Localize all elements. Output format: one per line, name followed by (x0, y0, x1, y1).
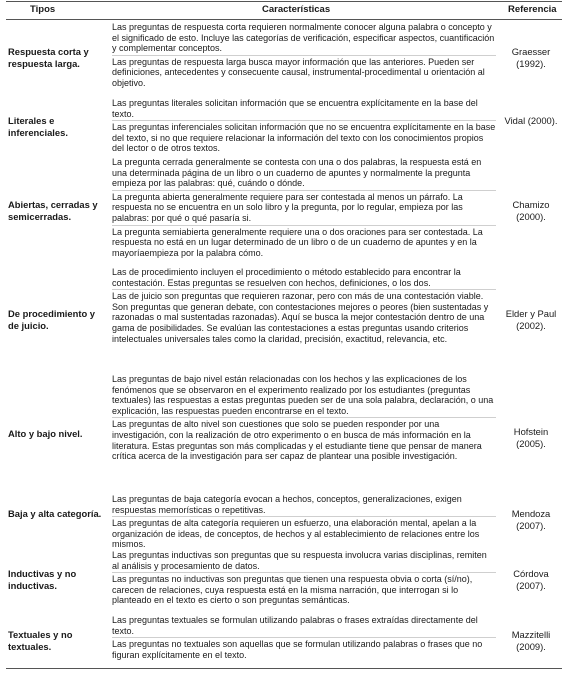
characteristic-text: Las preguntas de respuesta larga busca mayor información que las anteriores. Pueden ser definiciones, antecedentes y consecuente causal, instrumental-procedimental u orientación al objetivo. (112, 55, 496, 89)
header-rule (6, 19, 562, 20)
characteristic-text: Las preguntas de alta categoría requieren un esfuerzo, una elaboración mental, apelan a la organización de ideas, de conceptos, de hechos y al establecimiento de relaciones entre los mismos. (112, 516, 496, 550)
row-reference: Vidal (2000). (504, 115, 558, 126)
characteristic-text: Las de procedimiento incluyen el procedimiento o método establecido para encontrar la contestación. Estas preguntas se resuelven con hechos, definiciones, o los dos. (112, 267, 461, 288)
row-characteristics (112, 550, 496, 607)
characteristic-text: Las preguntas inferenciales solicitan información que no se encuentra explícitamente en la base del texto, si no que requiere relacionar la información del texto con los conocimientos propios del lector o de otros textos. (112, 122, 496, 154)
characteristic-text: Las preguntas no textuales son aquellas que se formulan utilizando palabras o frases que no figuran explícitamente en el texto. (112, 637, 496, 660)
header-tipos: Tipos (30, 4, 56, 15)
row-type: De procedimiento y de juicio. (8, 308, 95, 331)
characteristic-text: Las preguntas de respuesta corta requieren normalmente conocer alguna palabra o concepto y el significado de esto. Incluye las categorías de verificación, especificar aspectos, cuantificación y complementar conceptos. (112, 22, 495, 54)
row-type: Alto y bajo nivel. (8, 428, 83, 439)
header-referencia: Referencia (508, 4, 557, 15)
characteristic-text: La pregunta semiabierta generalmente requiere una o dos oraciones para ser contestada. La respuesta no está en un lugar determinado de un libro o de un cuaderno de apuntes y en la mayoríaempieza por la palabra cómo. (112, 225, 496, 259)
characteristic-text: Las de juicio son preguntas que requieren razonar, pero con más de una contestación viable. Son preguntas que generan debate, con contestaciones mejores o peores (bien sustentadas y razonadas o mal sustentadas razonadas). Aquí se busca la mejor contestación dentro de una gama de posibilidades. Se evalúan las contestaciones a estas preguntas usando criterios intelectuales universales tales como la claridad, precisión, exactitud, relevancia, etc. (112, 289, 496, 344)
characteristic-text: Las preguntas de alto nivel son cuestiones que solo se pueden responder por una investigación, con la realización de otro experimento o en busca de más información en la literatura. Estas preguntas son más complicadas y el estudiante tiene que pensar de manera crítica acerca de la investigación para ser capaz de plantear una posible investigación. (112, 417, 496, 461)
characteristic-text: La pregunta abierta generalmente requiere para ser contestada al menos un párrafo. La respuesta no se encuentra en un solo libro y la pregunta, por lo regular, empieza por las palabras: por qué o qué pasaría si. (112, 190, 496, 224)
characteristic-text: Las preguntas no inductivas son preguntas que tienen una respuesta obvia o corta (sí/no), carecen de relaciones, cuya respuesta está en la misma narración, que interrogan si lo planteado en el texto es cierto o son preguntas semánticas. (112, 572, 496, 606)
characteristic-text: Las preguntas de bajo nivel están relacionadas con los hechos y las explicaciones de los fenómenos que se observaron en el experimento realizado por los estudiantes (preguntas textuales) las respuestas a estas preguntas pueden ser de una sola palabra, declaración, o una explicación, las respuestas pueden encontrarse en el texto. (112, 374, 494, 416)
row-type: Respuesta corta y respuesta larga. (8, 46, 89, 69)
row-reference: Hofstein (2005). (513, 426, 549, 449)
row-characteristics (112, 157, 496, 259)
row-type: Baja y alta categoría. (8, 508, 102, 519)
characteristic-text: Las preguntas textuales se formulan utilizando palabras o frases extraídas directamente del texto. (112, 615, 478, 636)
row-type: Inductivas y no inductivas. (8, 568, 77, 591)
row-reference: Elder y Paul (2002). (505, 308, 557, 331)
characteristic-text: Las preguntas literales solicitan información que se encuentra explícitamente en la base del texto. (112, 98, 478, 119)
row-reference: Mendoza (2007). (511, 508, 551, 531)
row-reference: Graesser (1992). (511, 46, 551, 69)
row-characteristics (112, 22, 496, 90)
bottom-rule (6, 668, 562, 669)
row-characteristics (112, 494, 496, 551)
row-type: Abiertas, cerradas y semicerradas. (8, 199, 98, 222)
characteristic-text: Las preguntas inductivas son preguntas que su respuesta involucra varias disciplinas, remiten al análisis y procesamiento de datos. (112, 550, 487, 571)
row-characteristics (112, 615, 496, 661)
header-caracteristicas: Características (262, 4, 331, 15)
characteristic-text: La pregunta cerrada generalmente se contesta con una o dos palabras, la respuesta está en una determinada página de un libro o un cuaderno de apuntes y normalmente la pregunta empieza por las palabras: qué, cuándo o dónde. (112, 157, 482, 189)
row-type: Literales e inferenciales. (8, 115, 68, 138)
top-rule (6, 1, 562, 2)
row-reference: Chamizo (2000). (512, 199, 550, 222)
row-reference: Mazzitelli (2009). (511, 629, 551, 652)
row-characteristics (112, 374, 496, 463)
row-reference: Córdova (2007). (513, 568, 549, 591)
row-characteristics (112, 98, 496, 155)
row-characteristics (112, 267, 496, 345)
characteristic-text: Las preguntas de baja categoría evocan a hechos, conceptos, generalizaciones, exigen respuestas memorísticas o repetitivas. (112, 494, 462, 515)
row-type: Textuales y no textuales. (8, 629, 73, 652)
